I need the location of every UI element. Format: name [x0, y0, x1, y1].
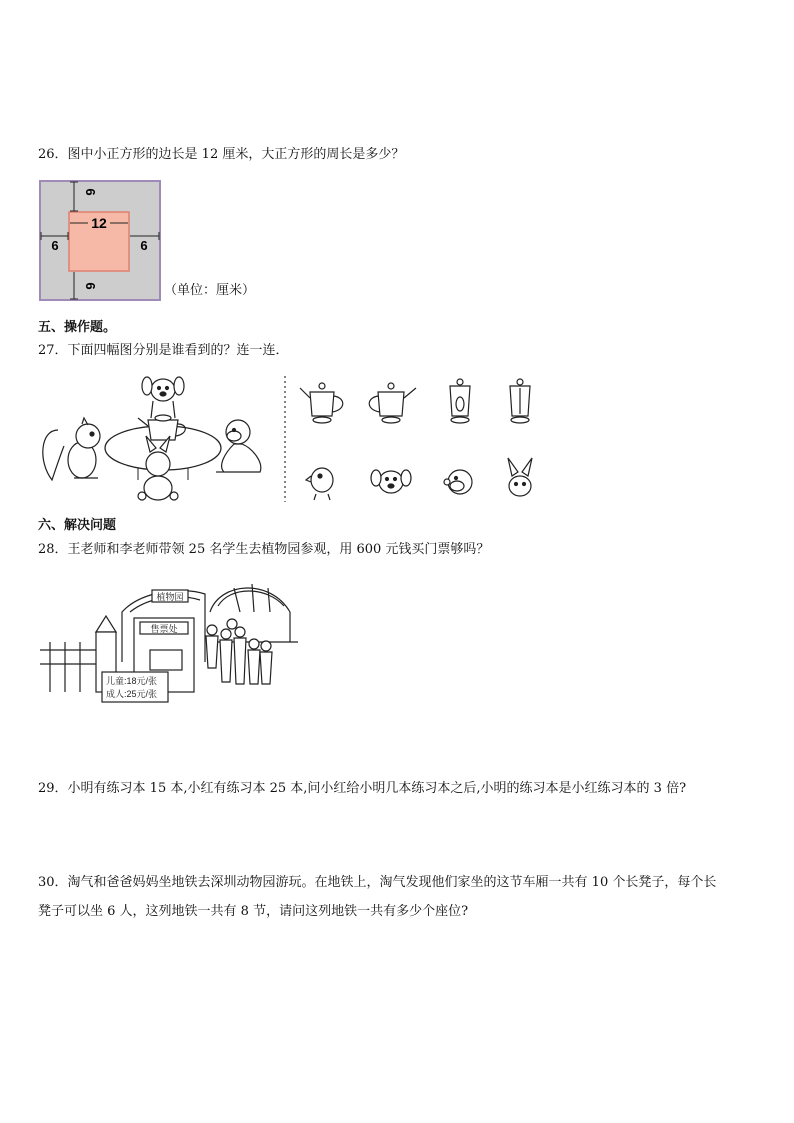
question-28-text: 28．王老师和李老师带领 25 名学生去植物园参观，用 600 元钱买门票够吗？ — [38, 542, 490, 557]
section-5-title: 五、操作题。 — [38, 320, 117, 335]
question-27-text: 27．下面四幅图分别是谁看到的？连一连． — [38, 343, 289, 358]
bottom-gap-label: 6 — [83, 282, 98, 290]
monkey-face-icon[interactable] — [444, 470, 472, 494]
rabbit-icon — [138, 436, 178, 500]
dog-icon — [142, 377, 184, 418]
square-diagram — [38, 180, 162, 302]
question-29-text: 29．小明有练习本 15 本,小红有练习本 25 本,问小红给小明几本练习本之后,小明的练习本是小红练习本的 3 倍? — [38, 781, 687, 796]
question-30-line-2: 凳子可以坐 6 人，这列地铁一共有 8 节，请问这列地铁一共有多少个座位? — [38, 904, 469, 919]
rabbit-face-icon[interactable] — [508, 458, 532, 496]
teapot-side-view-left[interactable] — [369, 383, 416, 423]
botanical-garden-figure — [40, 572, 298, 704]
unit-note: （单位：厘米） — [164, 283, 256, 298]
child-price: 儿童:18元/张 — [106, 676, 158, 686]
adult-price: 成人:25元/张 — [106, 689, 158, 699]
right-gap-label: 6 — [140, 238, 148, 253]
booth-sign-text: 售票处 — [150, 624, 178, 634]
left-gap-label: 6 — [51, 238, 59, 253]
teapot-back-view[interactable] — [450, 379, 470, 423]
chick-icon[interactable] — [306, 468, 333, 500]
section-6-title: 六、解决问题 — [38, 518, 117, 533]
teapot-side-view-right[interactable] — [510, 379, 530, 423]
question-26-text: 26．图中小正方形的边长是 12 厘米，大正方形的周长是多少？ — [38, 147, 405, 162]
people-group-icon — [206, 619, 272, 684]
inner-side-label: 12 — [91, 215, 107, 231]
top-gap-label: 6 — [83, 188, 98, 196]
view-matching-figure — [38, 372, 538, 506]
monkey-icon — [216, 420, 261, 472]
dog-face-icon[interactable] — [371, 470, 411, 493]
garden-sign-text: 植物园 — [156, 592, 184, 602]
teapot-front-view[interactable] — [300, 383, 343, 423]
squirrel-icon — [43, 418, 100, 480]
question-30-line-1: 30．淘气和爸爸妈妈坐地铁去深圳动物园游玩。在地铁上，淘气发现他们家坐的这节车厢一共有 10 个长凳子，每个长 — [38, 875, 717, 890]
